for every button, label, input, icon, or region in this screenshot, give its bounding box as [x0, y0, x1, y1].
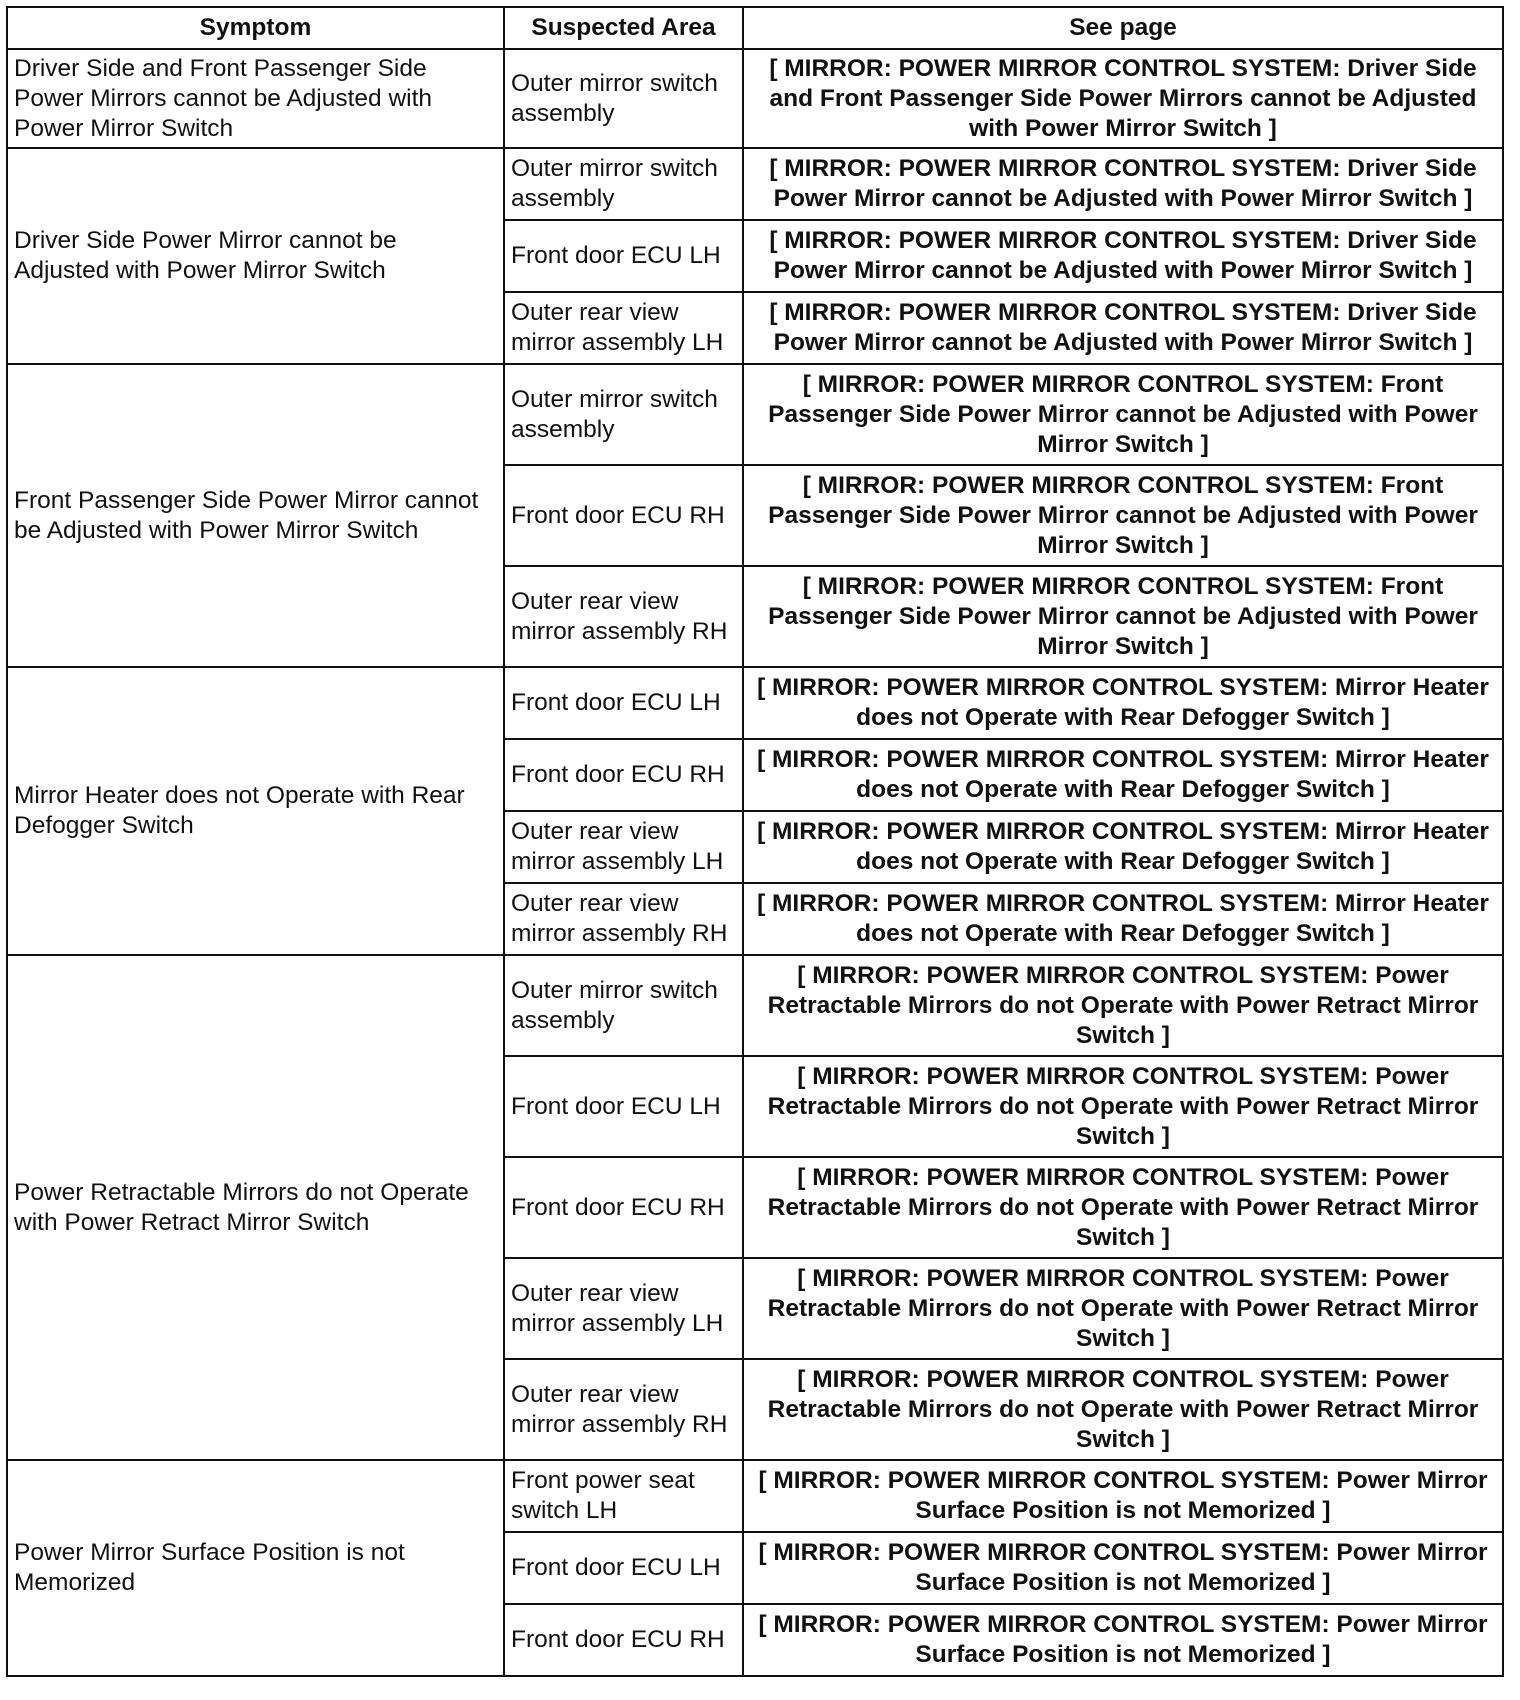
symptom-cell: Driver Side Power Mirror cannot be Adjusted with Power Mirror Switch: [7, 148, 504, 364]
see-page-link[interactable]: [ MIRROR: POWER MIRROR CONTROL SYSTEM: Power Retractable Mirrors do not Operate with Power Retract Mirror Switch ]: [743, 955, 1503, 1056]
header-symptom: Symptom: [7, 7, 504, 49]
symptom-table: [6, 6, 1504, 1677]
symptom-cell: Mirror Heater does not Operate with Rear Defogger Switch: [7, 667, 504, 955]
see-page-link[interactable]: [ MIRROR: POWER MIRROR CONTROL SYSTEM: Front Passenger Side Power Mirror cannot be Adjusted with Power Mirror Switch ]: [743, 364, 1503, 465]
header-row: [7, 7, 1503, 49]
suspected-area-cell: Outer rear view mirror assembly LH: [504, 292, 743, 364]
symptom-cell: Driver Side and Front Passenger Side Power Mirrors cannot be Adjusted with Power Mirror Switch: [7, 49, 504, 148]
suspected-area-cell: Front door ECU RH: [504, 1604, 743, 1676]
symptom-cell: Front Passenger Side Power Mirror cannot be Adjusted with Power Mirror Switch: [7, 364, 504, 667]
suspected-area-cell: Front power seat switch LH: [504, 1460, 743, 1532]
suspected-area-cell: Front door ECU RH: [504, 1157, 743, 1258]
suspected-area-cell: Outer mirror switch assembly: [504, 364, 743, 465]
table-row: [7, 1460, 1503, 1532]
suspected-area-cell: Outer rear view mirror assembly RH: [504, 1359, 743, 1460]
suspected-area-cell: Outer mirror switch assembly: [504, 955, 743, 1056]
see-page-link[interactable]: [ MIRROR: POWER MIRROR CONTROL SYSTEM: Driver Side and Front Passenger Side Power Mirrors cannot be Adjusted with Power Mirror Switch ]: [743, 49, 1503, 148]
suspected-area-cell: Outer rear view mirror assembly LH: [504, 811, 743, 883]
table-row: [7, 667, 1503, 739]
see-page-link[interactable]: [ MIRROR: POWER MIRROR CONTROL SYSTEM: Driver Side Power Mirror cannot be Adjusted with Power Mirror Switch ]: [743, 292, 1503, 364]
header-suspected-area: Suspected Area: [504, 7, 743, 49]
see-page-link[interactable]: [ MIRROR: POWER MIRROR CONTROL SYSTEM: Front Passenger Side Power Mirror cannot be Adjusted with Power Mirror Switch ]: [743, 566, 1503, 667]
see-page-link[interactable]: [ MIRROR: POWER MIRROR CONTROL SYSTEM: Power Retractable Mirrors do not Operate with Power Retract Mirror Switch ]: [743, 1056, 1503, 1157]
see-page-link[interactable]: [ MIRROR: POWER MIRROR CONTROL SYSTEM: Power Mirror Surface Position is not Memorized ]: [743, 1604, 1503, 1676]
suspected-area-cell: Outer rear view mirror assembly RH: [504, 566, 743, 667]
suspected-area-cell: Front door ECU LH: [504, 1056, 743, 1157]
see-page-link[interactable]: [ MIRROR: POWER MIRROR CONTROL SYSTEM: Mirror Heater does not Operate with Rear Defogger Switch ]: [743, 667, 1503, 739]
table-row: [7, 955, 1503, 1056]
table-row: [7, 49, 1503, 148]
suspected-area-cell: Outer mirror switch assembly: [504, 49, 743, 148]
table-row: [7, 148, 1503, 220]
see-page-link[interactable]: [ MIRROR: POWER MIRROR CONTROL SYSTEM: Driver Side Power Mirror cannot be Adjusted with Power Mirror Switch ]: [743, 148, 1503, 220]
suspected-area-cell: Front door ECU LH: [504, 667, 743, 739]
see-page-link[interactable]: [ MIRROR: POWER MIRROR CONTROL SYSTEM: Power Retractable Mirrors do not Operate with Power Retract Mirror Switch ]: [743, 1258, 1503, 1359]
suspected-area-cell: Outer mirror switch assembly: [504, 148, 743, 220]
see-page-link[interactable]: [ MIRROR: POWER MIRROR CONTROL SYSTEM: Mirror Heater does not Operate with Rear Defogger Switch ]: [743, 811, 1503, 883]
symptom-cell: Power Retractable Mirrors do not Operate with Power Retract Mirror Switch: [7, 955, 504, 1460]
see-page-link[interactable]: [ MIRROR: POWER MIRROR CONTROL SYSTEM: Driver Side Power Mirror cannot be Adjusted with Power Mirror Switch ]: [743, 220, 1503, 292]
see-page-link[interactable]: [ MIRROR: POWER MIRROR CONTROL SYSTEM: Power Retractable Mirrors do not Operate with Power Retract Mirror Switch ]: [743, 1157, 1503, 1258]
see-page-link[interactable]: [ MIRROR: POWER MIRROR CONTROL SYSTEM: Front Passenger Side Power Mirror cannot be Adjusted with Power Mirror Switch ]: [743, 465, 1503, 566]
see-page-link[interactable]: [ MIRROR: POWER MIRROR CONTROL SYSTEM: Power Mirror Surface Position is not Memorized ]: [743, 1532, 1503, 1604]
see-page-link[interactable]: [ MIRROR: POWER MIRROR CONTROL SYSTEM: Power Mirror Surface Position is not Memorized ]: [743, 1460, 1503, 1532]
symptom-cell: Power Mirror Surface Position is not Memorized: [7, 1460, 504, 1676]
suspected-area-cell: Front door ECU LH: [504, 1532, 743, 1604]
suspected-area-cell: Front door ECU RH: [504, 465, 743, 566]
header-see-page: See page: [743, 7, 1503, 49]
suspected-area-cell: Front door ECU RH: [504, 739, 743, 811]
table-row: [7, 364, 1503, 465]
suspected-area-cell: Outer rear view mirror assembly RH: [504, 883, 743, 955]
suspected-area-cell: Front door ECU LH: [504, 220, 743, 292]
suspected-area-cell: Outer rear view mirror assembly LH: [504, 1258, 743, 1359]
see-page-link[interactable]: [ MIRROR: POWER MIRROR CONTROL SYSTEM: Mirror Heater does not Operate with Rear Defogger Switch ]: [743, 883, 1503, 955]
see-page-link[interactable]: [ MIRROR: POWER MIRROR CONTROL SYSTEM: Mirror Heater does not Operate with Rear Defogger Switch ]: [743, 739, 1503, 811]
see-page-link[interactable]: [ MIRROR: POWER MIRROR CONTROL SYSTEM: Power Retractable Mirrors do not Operate with Power Retract Mirror Switch ]: [743, 1359, 1503, 1460]
